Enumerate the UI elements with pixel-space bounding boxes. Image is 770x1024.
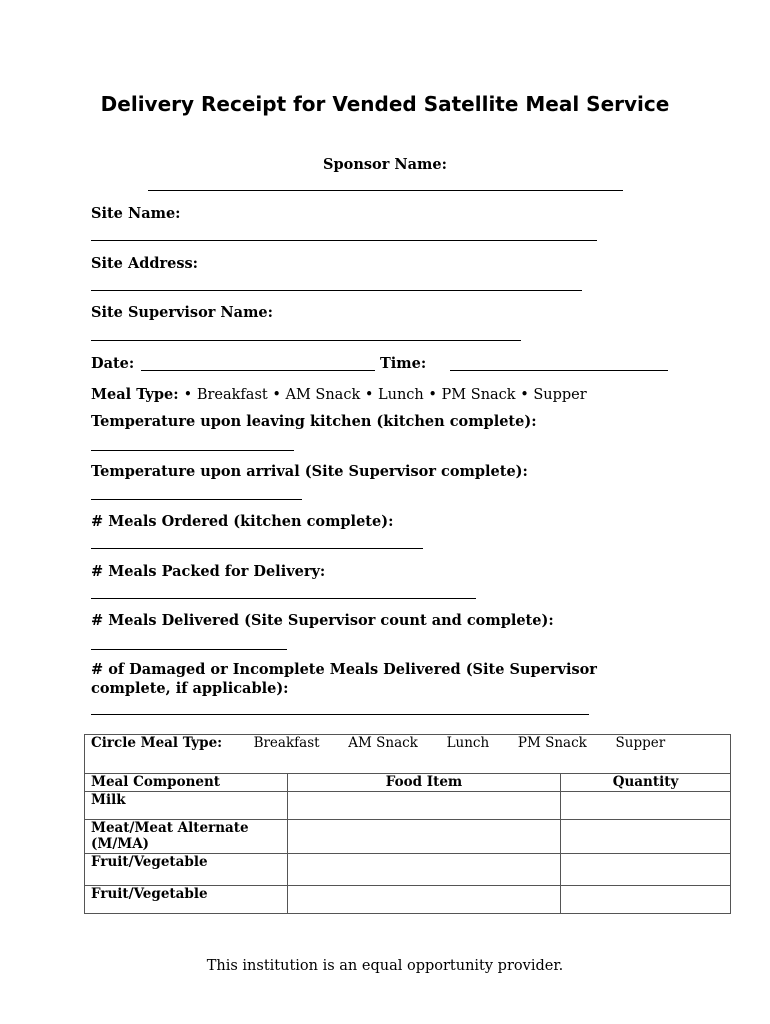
row-label-meat: Meat/Meat Alternate (M/MA)	[85, 820, 288, 854]
circle-meal-type-row	[85, 735, 731, 774]
meal-type-label: Meal Type:	[91, 386, 179, 403]
meal-type-options: • Breakfast • AM Snack • Lunch • PM Snack • Supper	[183, 387, 587, 403]
date-label: Date:	[91, 355, 135, 372]
quantity-cell[interactable]	[561, 792, 731, 820]
site-name-label: Site Name:	[91, 205, 181, 222]
food-item-cell[interactable]	[288, 886, 561, 914]
site-address-label: Site Address:	[91, 255, 199, 272]
meal-component-table	[84, 734, 731, 914]
header-meal-component: Meal Component	[85, 774, 288, 792]
meals-delivered-line[interactable]	[91, 649, 287, 650]
table-row	[85, 886, 731, 914]
footer-statement: This institution is an equal opportunity provider.	[206, 958, 564, 974]
option-am-snack[interactable]: AM Snack	[348, 735, 418, 751]
temp-arrival-line[interactable]	[91, 499, 302, 500]
time-line[interactable]	[450, 370, 668, 371]
temp-leaving-line[interactable]	[91, 450, 294, 451]
site-supervisor-line[interactable]	[91, 340, 521, 341]
site-name-line[interactable]	[91, 240, 597, 241]
option-pm-snack[interactable]: PM Snack	[517, 735, 587, 751]
quantity-cell[interactable]	[561, 854, 731, 886]
site-address-line[interactable]	[91, 290, 582, 291]
circle-meal-type-label: Circle Meal Type:	[91, 735, 223, 751]
meals-ordered-label: # Meals Ordered (kitchen complete):	[91, 513, 394, 530]
food-item-cell[interactable]	[288, 792, 561, 820]
header-quantity: Quantity	[561, 774, 731, 792]
header-food-item: Food Item	[288, 774, 561, 792]
row-label-fruit-vegetable-2: Fruit/Vegetable	[85, 886, 288, 914]
date-line[interactable]	[141, 370, 375, 371]
meals-ordered-line[interactable]	[91, 548, 423, 549]
temp-leaving-label: Temperature upon leaving kitchen (kitchen complete):	[91, 413, 537, 430]
form-title: Delivery Receipt for Vended Satellite Meal Service	[100, 92, 670, 116]
option-breakfast[interactable]: Breakfast	[253, 735, 320, 751]
meals-delivered-label: # Meals Delivered (Site Supervisor count and complete):	[91, 612, 554, 629]
option-lunch[interactable]: Lunch	[446, 735, 490, 751]
row-label-fruit-vegetable: Fruit/Vegetable	[85, 854, 288, 886]
option-supper[interactable]: Supper	[615, 735, 666, 751]
temp-arrival-label: Temperature upon arrival (Site Supervisor complete):	[91, 463, 528, 480]
table-header-row	[85, 774, 731, 792]
meal-type-row	[91, 384, 587, 403]
food-item-cell[interactable]	[288, 854, 561, 886]
quantity-cell[interactable]	[561, 820, 731, 854]
damaged-line[interactable]	[91, 714, 589, 715]
site-supervisor-label: Site Supervisor Name:	[91, 304, 273, 321]
meals-packed-line[interactable]	[91, 598, 476, 599]
table-row	[85, 792, 731, 820]
sponsor-name-label: Sponsor Name:	[323, 156, 447, 173]
damaged-label-line1: # of Damaged or Incomplete Meals Delivered (Site Supervisor	[91, 661, 597, 678]
table-row	[85, 854, 731, 886]
row-label-milk: Milk	[85, 792, 288, 820]
food-item-cell[interactable]	[288, 820, 561, 854]
table-row	[85, 820, 731, 854]
time-label: Time:	[380, 355, 427, 372]
meals-packed-label: # Meals Packed for Delivery:	[91, 563, 326, 580]
damaged-label-line2: complete, if applicable):	[91, 680, 289, 697]
quantity-cell[interactable]	[561, 886, 731, 914]
sponsor-name-line[interactable]	[148, 190, 623, 191]
